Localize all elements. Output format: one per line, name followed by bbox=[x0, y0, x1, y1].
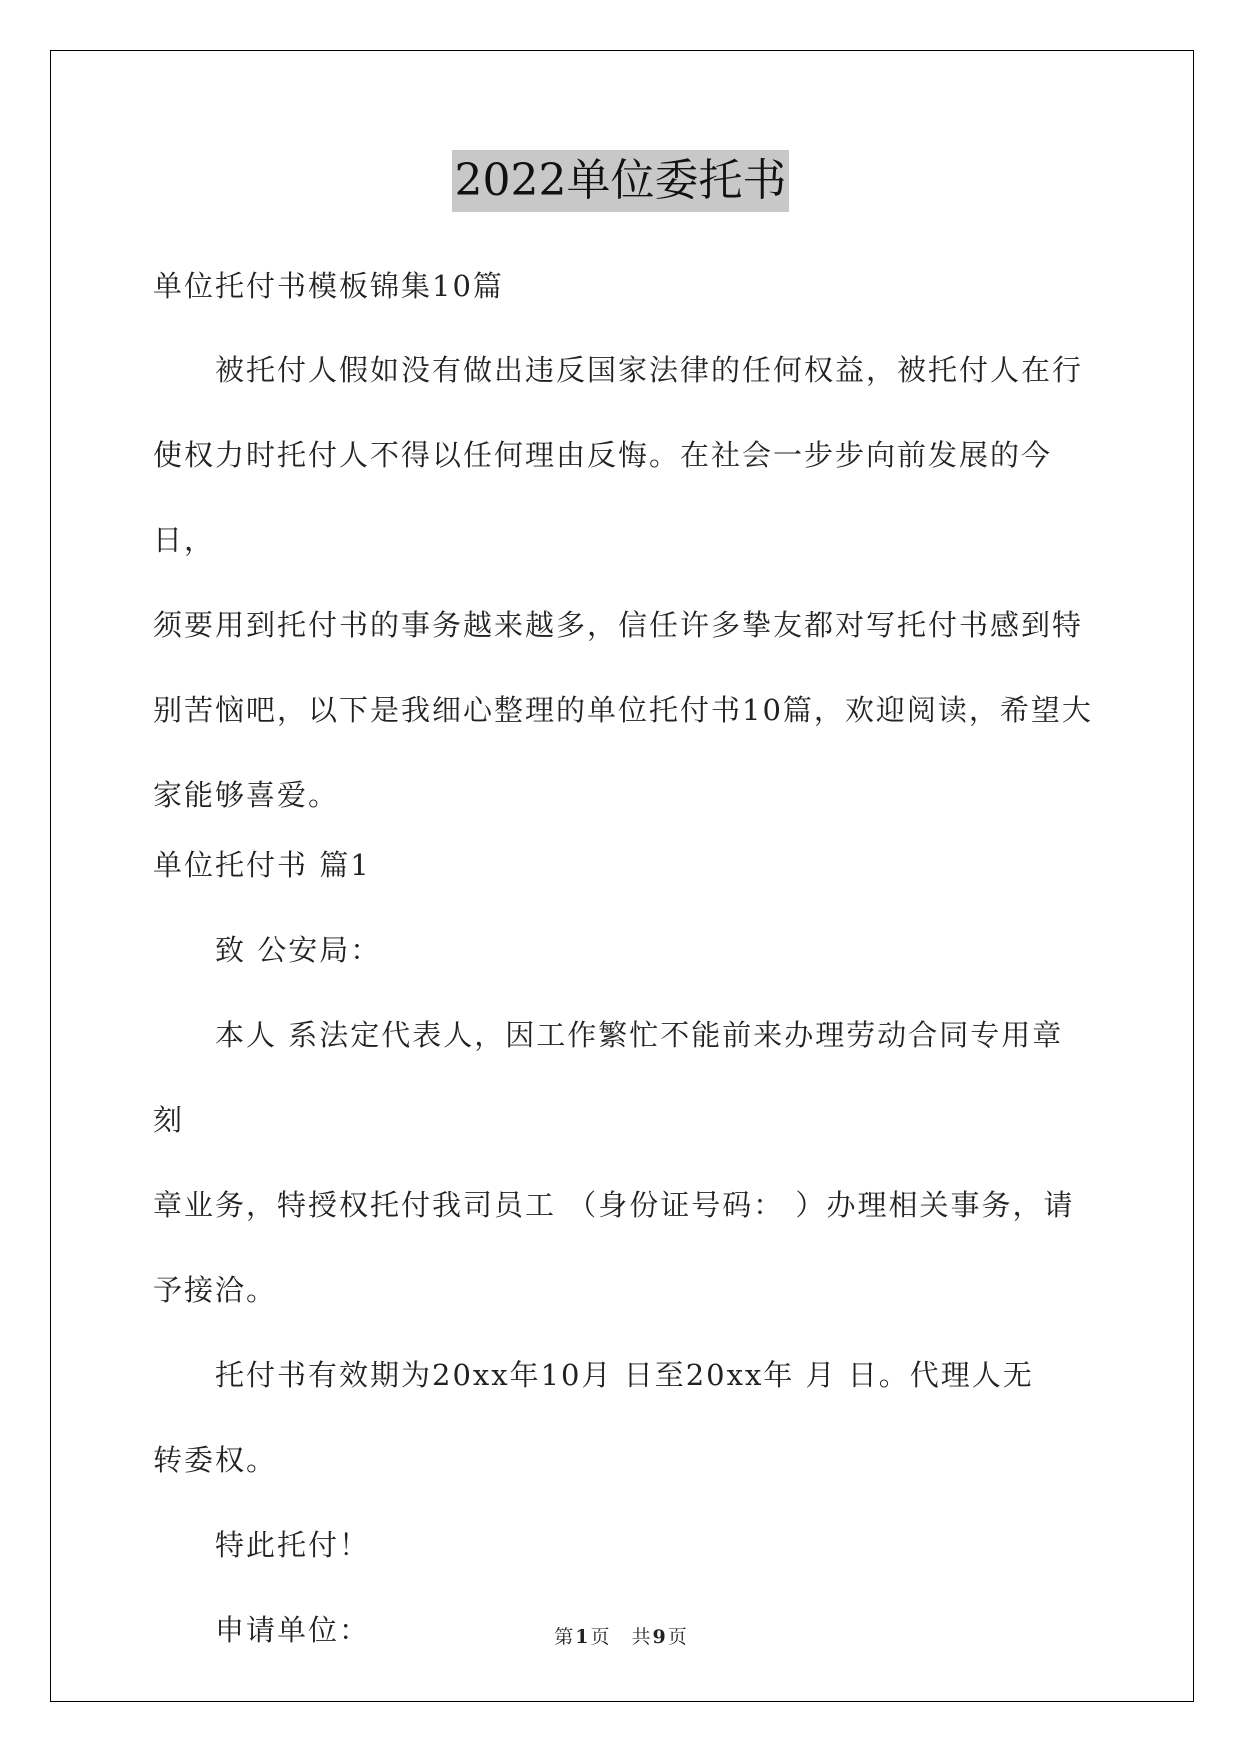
validity-line: 托付书有效期为20xx年10月 日至20xx年 月 日。代理人无 bbox=[215, 1358, 1034, 1392]
body-line: 予接洽。 bbox=[153, 1273, 278, 1307]
addressee-line: 致 公安局： bbox=[215, 933, 382, 967]
applicant-line: 申请单位： bbox=[215, 1613, 371, 1647]
intro-line: 被托付人假如没有做出违反国家法律的任何权益，被托付人在行 bbox=[215, 353, 1084, 387]
page-footer bbox=[0, 1622, 1241, 1649]
document-subtitle: 单位托付书模板锦集10篇 bbox=[153, 269, 504, 303]
validity-line: 转委权。 bbox=[153, 1443, 278, 1477]
body-line: 章业务，特授权托付我司员工 （身份证号码： ）办理相关事务，请 bbox=[153, 1188, 1075, 1222]
subtitle-block bbox=[153, 244, 1093, 329]
intro-line: 家能够喜爱。 bbox=[153, 778, 340, 812]
closing-line: 特此托付！ bbox=[215, 1528, 371, 1562]
total-pages-number: 9 bbox=[652, 1626, 666, 1648]
intro-line: 使权力时托付人不得以任何理由反悔。在社会一步步向前发展的今日， bbox=[153, 438, 1053, 557]
footer-page-unit: 页 bbox=[590, 1626, 610, 1648]
footer-total-prefix: 共 bbox=[631, 1626, 651, 1648]
body-line: 本人 系法定代表人，因工作繁忙不能前来办理劳动合同专用章刻 bbox=[153, 1018, 1064, 1137]
intro-paragraph bbox=[153, 328, 1093, 838]
title-container bbox=[0, 150, 1241, 212]
footer-prefix: 第 bbox=[554, 1626, 574, 1648]
section-heading: 单位托付书 篇1 bbox=[153, 848, 371, 882]
footer-total-unit: 页 bbox=[667, 1626, 687, 1648]
intro-line: 别苦恼吧，以下是我细心整理的单位托付书10篇，欢迎阅读，希望大 bbox=[153, 693, 1093, 727]
intro-line: 须要用到托付书的事务越来越多，信任许多挚友都对写托付书感到特 bbox=[153, 608, 1084, 642]
document-title: 2022单位委托书 bbox=[452, 150, 790, 212]
current-page-number: 1 bbox=[575, 1626, 589, 1648]
section-1 bbox=[153, 823, 1093, 1673]
